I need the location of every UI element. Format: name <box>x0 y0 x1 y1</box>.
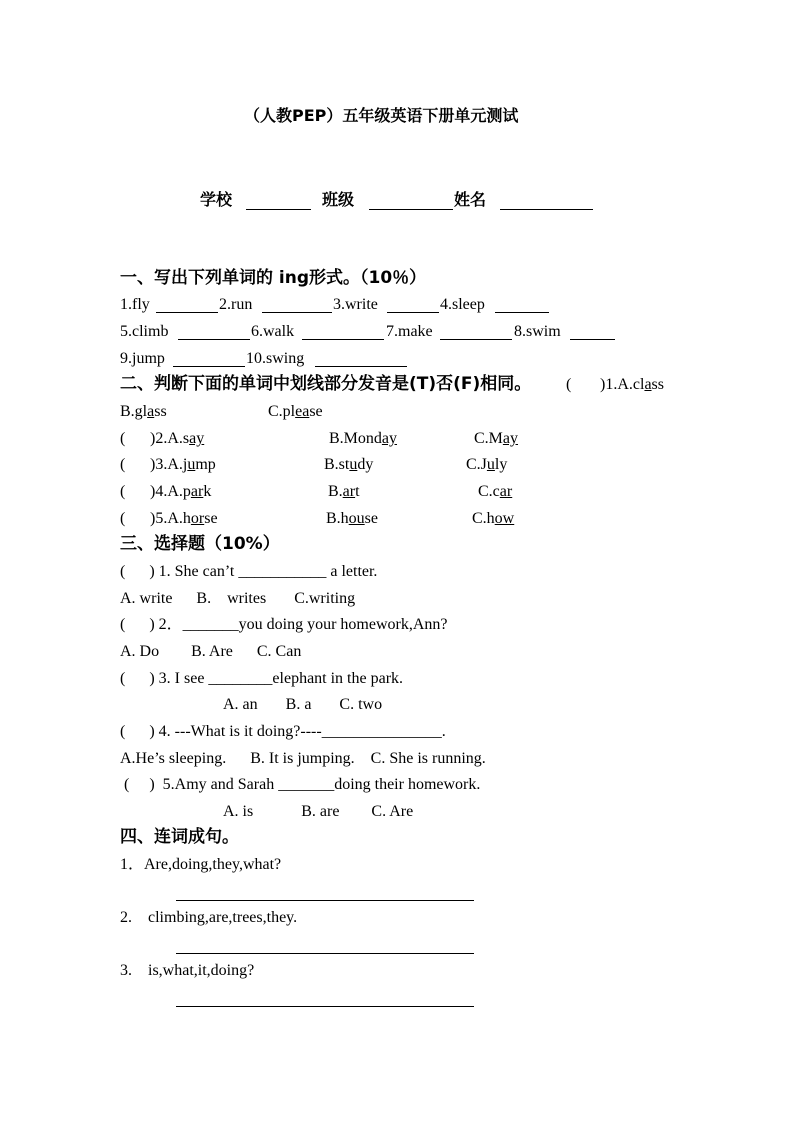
q1-option-c: C.please <box>268 403 323 420</box>
page-title: （人教PEP）五年级英语下册单元测试 <box>244 106 519 125</box>
choice-options-3: A. an B. a C. two <box>223 696 383 713</box>
q5-option-a: )5.A.horse <box>150 510 218 527</box>
q3-option-a: )3.A.jump <box>150 456 216 473</box>
name-blank[interactable] <box>500 209 593 210</box>
answer-blank[interactable] <box>178 339 250 340</box>
q1-option-b: B.glass <box>120 403 167 420</box>
q5-option-c: C.how <box>472 510 515 527</box>
class-label: 班级 <box>322 190 355 209</box>
choice-question-4: ( ) 4. ---What is it doing?----_______________. <box>120 723 446 740</box>
answer-blank[interactable] <box>262 312 332 313</box>
sentence-answer-line[interactable] <box>176 900 474 901</box>
word-item: 8.swim <box>514 323 561 340</box>
word-item: 6.walk <box>251 323 295 340</box>
section1-heading: 一、写出下列单词的 ing形式。（10％） <box>120 268 427 288</box>
word-item: 3.write <box>333 296 378 313</box>
word-item: 1.fly <box>120 296 150 313</box>
word-item: 5.climb <box>120 323 169 340</box>
sentence-item-3: 3. is,what,it,doing? <box>120 962 255 979</box>
answer-blank[interactable] <box>387 312 439 313</box>
q4-option-c: C.car <box>478 483 513 500</box>
section2-heading: 二、判断下面的单词中划线部分发音是(T)否(F)相同。 <box>120 374 532 394</box>
sentence-answer-line[interactable] <box>176 1006 474 1007</box>
q3-option-c: C.July <box>466 456 508 473</box>
q2-option-b: B.Monday <box>329 430 398 447</box>
q4-option-b: B.art <box>328 483 360 500</box>
choice-question-2: ( ) 2．_______you doing your homework,Ann? <box>120 616 448 633</box>
word-item: 7.make <box>386 323 433 340</box>
school-label: 学校 <box>200 190 233 209</box>
choice-question-1: ( ) 1. She can’t ___________ a letter. <box>120 563 378 580</box>
q2-option-c: C.May <box>474 430 519 447</box>
q2-option-a: )2.A.say <box>150 430 205 447</box>
school-blank[interactable] <box>246 209 311 210</box>
choice-options-5: A. is B. are C. Are <box>223 803 414 820</box>
answer-blank[interactable] <box>173 366 245 367</box>
choice-options-4: A.He’s sleeping. B. It is jumping. C. She is running. <box>120 750 486 767</box>
q2-paren[interactable]: ( <box>120 430 126 447</box>
sentence-answer-line[interactable] <box>176 953 474 954</box>
word-item: 10.swing <box>246 350 305 367</box>
choice-question-5: ( ) 5.Amy and Sarah _______doing their homework. <box>120 776 481 793</box>
word-item: 2.run <box>219 296 253 313</box>
choice-question-3: ( ) 3. I see ________elephant in the park. <box>120 670 404 687</box>
q1-paren[interactable]: ( <box>566 376 572 393</box>
name-label: 姓名 <box>454 190 487 209</box>
answer-blank[interactable] <box>440 339 512 340</box>
choice-options-2: A. Do B. Are C. Can <box>120 643 302 660</box>
q5-option-b: B.house <box>326 510 378 527</box>
answer-blank[interactable] <box>495 312 549 313</box>
section4-heading: 四、连词成句。 <box>120 827 239 847</box>
q1-option-a: )1.A.class <box>600 376 664 393</box>
answer-blank[interactable] <box>570 339 615 340</box>
answer-blank[interactable] <box>315 366 407 367</box>
section3-heading: 三、选择题（10%） <box>120 534 280 554</box>
word-item: 9.jump <box>120 350 165 367</box>
class-blank[interactable] <box>369 209 453 210</box>
q3-paren[interactable]: ( <box>120 456 126 473</box>
sentence-item-2: 2. climbing,are,trees,they. <box>120 909 298 926</box>
word-item: 4.sleep <box>440 296 485 313</box>
choice-options-1: A. write B. writes C.writing <box>120 590 356 607</box>
q4-paren[interactable]: ( <box>120 483 126 500</box>
answer-blank[interactable] <box>156 312 218 313</box>
q5-paren[interactable]: ( <box>120 510 126 527</box>
q4-option-a: )4.A.park <box>150 483 212 500</box>
sentence-item-1: 1．Are,doing,they,what? <box>120 856 282 873</box>
q3-option-b: B.study <box>324 456 374 473</box>
answer-blank[interactable] <box>302 339 384 340</box>
